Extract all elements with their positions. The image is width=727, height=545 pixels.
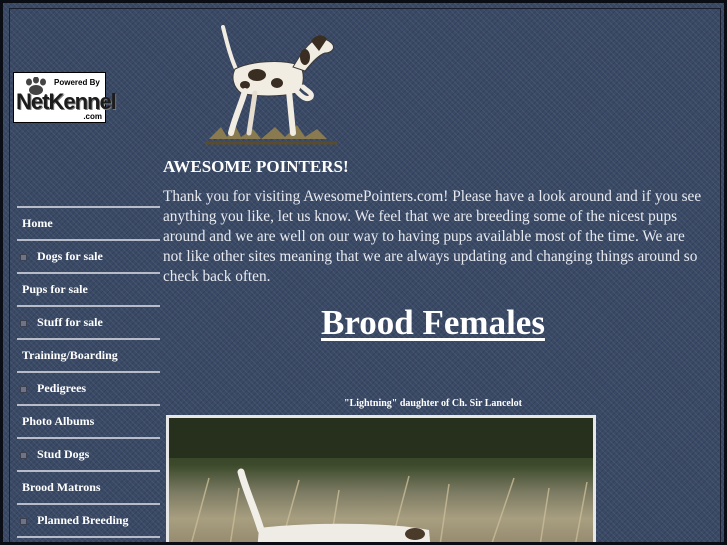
square-bullet-icon [20, 518, 27, 525]
brood-female-photo[interactable] [166, 415, 596, 545]
square-bullet-icon [20, 254, 27, 261]
nav-link-photo-albums[interactable]: Photo Albums [22, 414, 95, 428]
nav-link-training-boarding[interactable]: Training/Boarding [22, 348, 118, 362]
main-navigation [17, 206, 160, 538]
powered-by-text: Powered By [54, 78, 100, 87]
nav-link-planned-breeding[interactable]: Planned Breeding [37, 513, 129, 527]
netkennel-logo-text: NetKennel [16, 89, 116, 114]
nav-item-dogs-for-sale[interactable] [17, 241, 160, 274]
nav-item-photo-albums[interactable] [17, 406, 160, 439]
netkennel-badge-link[interactable] [13, 72, 116, 123]
nav-item-brood-matrons[interactable] [17, 472, 160, 505]
nav-item-pedigrees[interactable] [17, 373, 160, 406]
nav-item-training-boarding[interactable] [17, 340, 160, 373]
nav-link-dogs-for-sale[interactable]: Dogs for sale [37, 249, 103, 263]
nav-item-stuff-for-sale[interactable] [17, 307, 160, 340]
intro-paragraph: Thank you for visiting AwesomePointers.com! Please have a look around and if you see anything you like, let us know. We feel that we are breeding some of the nicest pups around and we are well on our way to having pups available most of the time. We are not like other sites meaning that we are always updating and changing things around so check back often. [163, 188, 702, 285]
nav-link-pups-for-sale[interactable]: Pups for sale [22, 282, 88, 296]
square-bullet-icon [20, 320, 27, 327]
nav-link-home[interactable]: Home [22, 216, 53, 230]
square-bullet-icon [20, 452, 27, 459]
section-heading: Brood Females [321, 303, 545, 342]
netkennel-dotcom-text: .com [83, 112, 102, 121]
nav-link-stuff-for-sale[interactable]: Stuff for sale [37, 315, 103, 329]
photo-caption: "Lightning" daughter of Ch. Sir Lancelot [344, 398, 522, 409]
nav-item-home[interactable] [17, 208, 160, 241]
square-bullet-icon [20, 386, 27, 393]
nav-link-pedigrees[interactable]: Pedigrees [37, 381, 87, 395]
nav-link-stud-dogs[interactable]: Stud Dogs [37, 447, 90, 461]
nav-link-brood-matrons[interactable]: Brood Matrons [22, 480, 101, 494]
site-title: AWESOME POINTERS! [163, 157, 349, 176]
nav-item-stud-dogs[interactable] [17, 439, 160, 472]
photo-content [169, 418, 593, 545]
pointer-dog-illustration [201, 21, 341, 146]
nav-item-pups-for-sale[interactable] [17, 274, 160, 307]
nav-item-planned-breeding[interactable] [17, 505, 160, 538]
